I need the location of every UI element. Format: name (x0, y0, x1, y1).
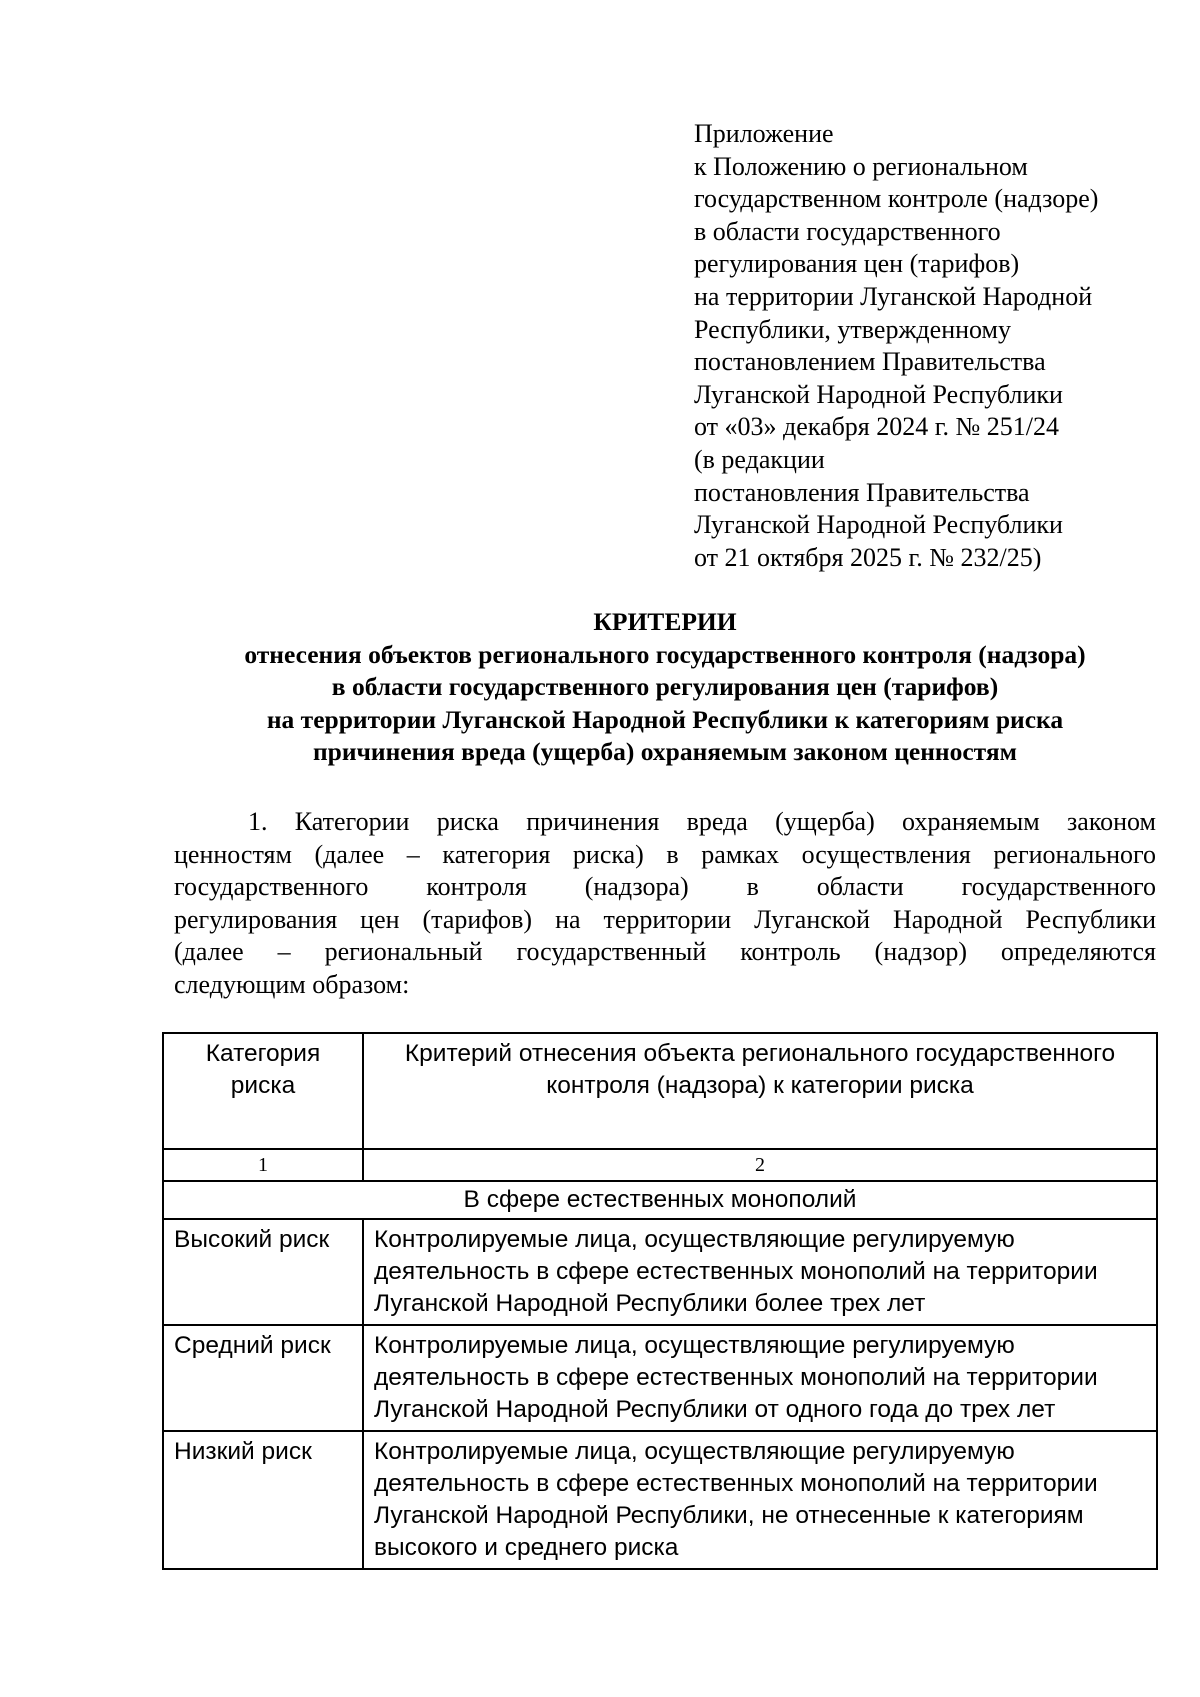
appendix-line: (в редакции (694, 444, 825, 474)
table-row (163, 1325, 1157, 1431)
risk-category: Высокий риск (163, 1219, 363, 1325)
risk-criterion (363, 1431, 1157, 1569)
risk-category: Низкий риск (163, 1431, 363, 1569)
criterion-line: Контролируемые лица, осуществляющие регулируемую (374, 1438, 1015, 1465)
appendix-line: к Положению о региональном (694, 151, 1028, 181)
paragraph-line: регулирования цен (тарифов) на территории Луганской Народной Республики (174, 904, 1156, 934)
header-risk-category (163, 1033, 363, 1149)
risk-criteria-table (162, 1032, 1158, 1570)
appendix-line: Республики, утвержденному (694, 314, 1011, 344)
criterion-line: Луганской Народной Республики, не отнесенные к категориям (374, 1502, 1084, 1529)
risk-criterion (363, 1219, 1157, 1325)
title-line: в области государственного регулирования цен (тарифов) (331, 672, 999, 702)
paragraph-line: (далее – региональный государственный контроль (надзор) определяются (174, 937, 1156, 967)
appendix-line: Луганской Народной Республики (694, 510, 1063, 540)
risk-category: Средний риск (163, 1325, 363, 1431)
header-criterion (363, 1033, 1157, 1149)
criterion-line: Луганской Народной Республики от одного года до трех лет (374, 1396, 1056, 1423)
title-line: на территории Луганской Народной Республики к категориям риска (266, 704, 1064, 734)
appendix-line: в области государственного (694, 216, 1001, 246)
column-number: 1 (163, 1149, 363, 1181)
appendix-line: Луганской Народной Республики (694, 379, 1063, 409)
title-heading: КРИТЕРИИ (593, 607, 737, 636)
table-header-row (163, 1033, 1157, 1149)
header-text: риска (230, 1072, 296, 1099)
criterion-line: высокого и среднего риска (374, 1534, 679, 1561)
appendix-line: на территории Луганской Народной (694, 281, 1093, 311)
criterion-line: Луганской Народной Республики более трех лет (374, 1290, 926, 1317)
paragraph-line: 1. Категории риска причинения вреда (ущерба) охраняемым законом (248, 807, 1156, 836)
risk-criterion (363, 1325, 1157, 1431)
appendix-line: регулирования цен (тарифов) (694, 249, 1020, 279)
criterion-line: Контролируемые лица, осуществляющие регулируемую (374, 1226, 1015, 1253)
appendix-note (694, 118, 1164, 574)
appendix-line: постановлением Правительства (694, 347, 1046, 377)
table-row (163, 1219, 1157, 1325)
criterion-line: Контролируемые лица, осуществляющие регулируемую (374, 1332, 1015, 1359)
appendix-line: Приложение (694, 119, 834, 148)
section-title: В сфере естественных монополий (163, 1181, 1157, 1219)
criterion-line: деятельность в сфере естественных монополий на территории (374, 1258, 1098, 1285)
header-text: Категория (205, 1040, 321, 1067)
header-text: контроля (надзора) к категории риска (546, 1072, 974, 1099)
paragraph-line: государственного контроля (надзора) в области государственного (174, 872, 1156, 902)
appendix-line: постановления Правительства (694, 477, 1030, 507)
table-section-row (163, 1181, 1157, 1219)
appendix-line: от «03» декабря 2024 г. № 251/24 (694, 412, 1060, 442)
title-line: отнесения объектов регионального государственного контроля (надзора) (244, 639, 1086, 669)
paragraph-line: следующим образом: (174, 969, 410, 999)
column-number: 2 (363, 1149, 1157, 1181)
document-title (150, 606, 1180, 769)
appendix-line: государственном контроле (надзоре) (694, 184, 1099, 214)
table-row (163, 1431, 1157, 1569)
table-number-row (163, 1149, 1157, 1181)
title-line: причинения вреда (ущерба) охраняемым законом ценностям (312, 737, 1018, 767)
criterion-line: деятельность в сфере естественных монополий на территории (374, 1470, 1098, 1497)
paragraph-1 (174, 806, 1156, 1002)
header-text: Критерий отнесения объекта регионального государственного (404, 1040, 1116, 1067)
appendix-line: от 21 октября 2025 г. № 232/25) (694, 542, 1042, 572)
criterion-line: деятельность в сфере естественных монополий на территории (374, 1364, 1098, 1391)
paragraph-line: ценностям (далее – категория риска) в рамках осуществления регионального (174, 839, 1156, 869)
